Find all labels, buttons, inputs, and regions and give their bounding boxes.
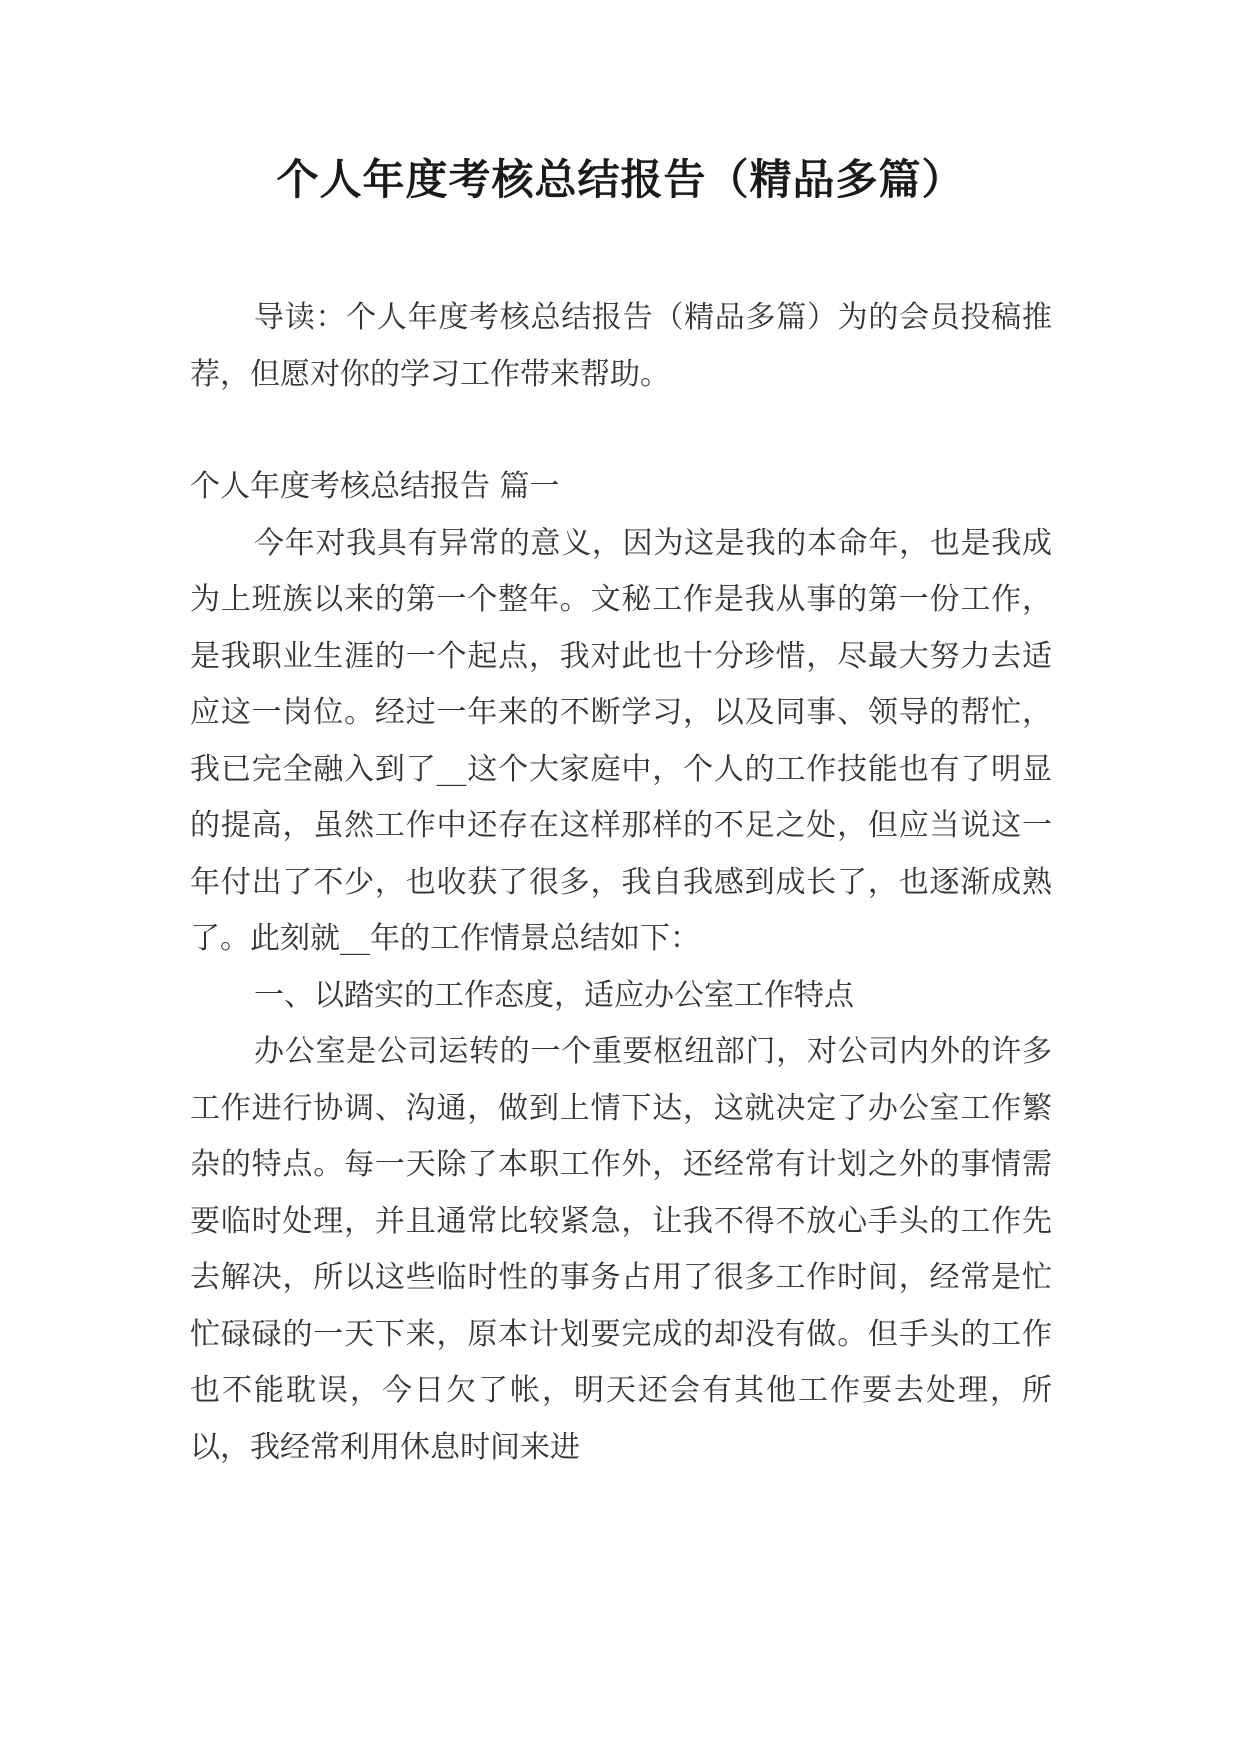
section-heading: 个人年度考核总结报告 篇一 — [190, 469, 560, 504]
body-paragraph-1: 今年对我具有异常的意义，因为这是我的本命年，也是我成为上班族以来的第一个整年。文秘工作是我从事的第一份工作，是我职业生涯的一个起点，我对此也十分珍惜，尽最大努力去适应这一岗位。经过一年来的不断学习，以及同事、领导的帮忙，我已完全融入到了__这个大家庭中，个人的工作技能也有了明显的提高，虽然工作中还存在这样那样的不足之处，但应当说这一年付出了不少，也收获了很多，我自我感到成长了，也逐渐成熟了。此刻就__年的工作情景总结如下： — [190, 525, 1052, 956]
document-title: 个人年度考核总结报告（精品多篇） — [276, 155, 965, 204]
paragraph-gap — [190, 403, 1052, 459]
intro-paragraph: 导读：个人年度考核总结报告（精品多篇）为的会员投稿推荐，但愿对你的学习工作带来帮助。 — [190, 300, 1052, 392]
document-body — [190, 290, 1052, 1476]
body-paragraph-2: 办公室是公司运转的一个重要枢纽部门，对公司内外的许多工作进行协调、沟通，做到上情下达，这就决定了办公室工作繁杂的特点。每一天除了本职工作外，还经常有计划之外的事情需要临时处理，并且通常比较紧急，让我不得不放心手头的工作先去解决，所以这些临时性的事务占用了很多工作时间，经常是忙忙碌碌的一天下来，原本计划要完成的却没有做。但手头的工作也不能耽误，今日欠了帐，明天还会有其他工作要去处理，所以，我经常利用休息时间来进 — [190, 1034, 1052, 1465]
subsection-heading: 一、以踏实的工作态度，适应办公室工作特点 — [254, 977, 854, 1013]
